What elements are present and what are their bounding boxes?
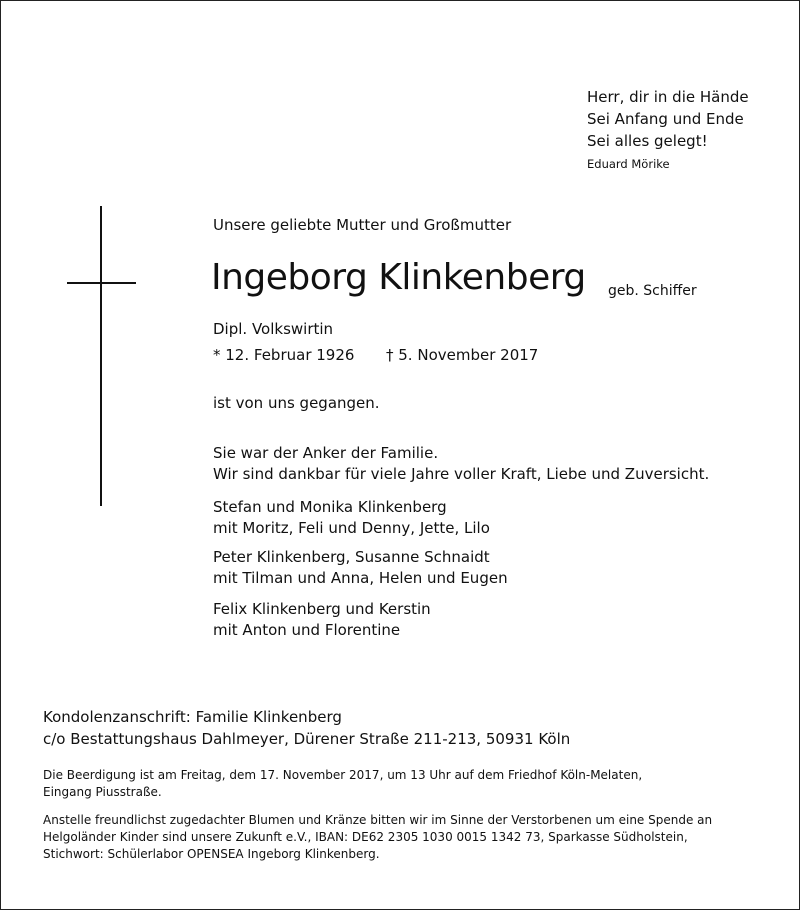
death-date: † 5. November 2017: [386, 346, 539, 364]
mourner-line: Stefan und Monika Klinkenberg: [213, 498, 447, 516]
tribute-text: [213, 443, 709, 485]
passed-text: ist von uns gegangen.: [213, 394, 380, 412]
deceased-name: Ingeborg Klinkenberg: [211, 257, 586, 298]
mourner-group: [213, 497, 490, 539]
donation-line: Helgoländer Kinder sind unsere Zukunft e.V., IBAN: DE62 2305 1030 0015 1342 73, Sparkasse Südholstein,: [43, 830, 688, 844]
mourner-group: [213, 599, 431, 641]
funeral-line: Eingang Piusstraße.: [43, 785, 162, 799]
motto-verse: [587, 86, 749, 152]
condolence-address: [43, 706, 570, 750]
motto-line: Sei alles gelegt!: [587, 132, 708, 150]
motto-line: Herr, dir in die Hände: [587, 88, 749, 106]
mourner-group: [213, 547, 508, 589]
mourner-line: mit Moritz, Feli und Denny, Jette, Lilo: [213, 519, 490, 537]
mourner-line: mit Tilman und Anna, Helen und Eugen: [213, 569, 508, 587]
tribute-line: Wir sind dankbar für viele Jahre voller Kraft, Liebe und Zuversicht.: [213, 465, 710, 483]
cross-icon-horizontal: [67, 282, 136, 284]
donation-line: Stichwort: Schülerlabor OPENSEA Ingeborg Klinkenberg.: [43, 847, 380, 861]
cross-icon-vertical: [100, 206, 102, 506]
funeral-line: Die Beerdigung ist am Freitag, dem 17. November 2017, um 13 Uhr auf dem Friedhof Köln-Melaten,: [43, 768, 643, 782]
donation-info: [43, 812, 712, 863]
academic-title: Dipl. Volkswirtin: [213, 320, 334, 338]
motto-author: Eduard Mörike: [587, 157, 670, 171]
birth-date: * 12. Februar 1926: [213, 346, 355, 364]
condolence-line: Kondolenzanschrift: Familie Klinkenberg: [43, 708, 342, 726]
mourner-line: mit Anton und Florentine: [213, 621, 401, 639]
intro-text: Unsere geliebte Mutter und Großmutter: [213, 216, 512, 234]
funeral-info: [43, 767, 642, 801]
tribute-line: Sie war der Anker der Familie.: [213, 444, 439, 462]
birth-name: geb. Schiffer: [608, 283, 697, 299]
donation-line: Anstelle freundlichst zugedachter Blumen und Kränze bitten wir im Sinne der Verstorbenen um eine Spende an: [43, 813, 713, 827]
mourner-line: Felix Klinkenberg und Kerstin: [213, 600, 431, 618]
motto-line: Sei Anfang und Ende: [587, 110, 744, 128]
condolence-line: c/o Bestattungshaus Dahlmeyer, Dürener Straße 211-213, 50931 Köln: [43, 730, 571, 748]
mourner-line: Peter Klinkenberg, Susanne Schnaidt: [213, 548, 490, 566]
